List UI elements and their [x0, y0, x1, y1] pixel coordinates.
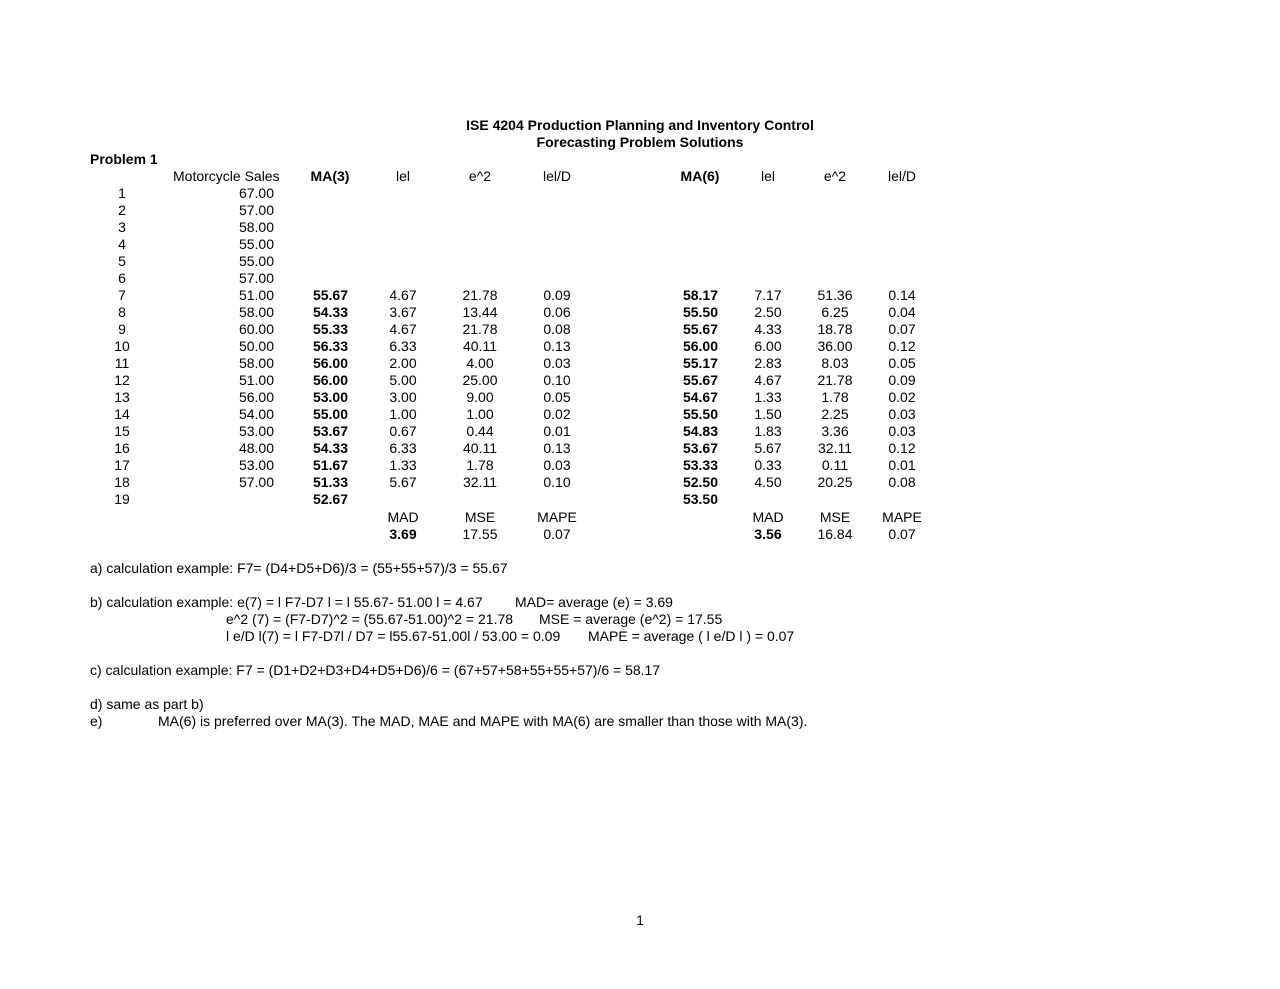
- header-pct-error-ma3: lel/D: [542, 168, 571, 184]
- mape-value-ma6: 0.07: [888, 526, 916, 542]
- cell-squared-error-ma6: 3.36: [821, 423, 849, 439]
- cell-ma6: 54.67: [682, 389, 718, 405]
- note-e-text: MA(6) is preferred over MA(3). The MAD, MAE and MAPE with MA(6) are smaller than those with MA(3).: [158, 713, 808, 729]
- cell-sales: 58.00: [238, 304, 274, 320]
- cell-squared-error-ma6: 0.11: [821, 457, 849, 473]
- note-c: c) calculation example: F7 = (D1+D2+D3+D4+D5+D6)/6 = (67+57+58+55+55+57)/6 = 58.17: [90, 662, 661, 678]
- cell-ma6: 55.50: [682, 406, 718, 422]
- header-ma6: MA(6): [680, 168, 720, 184]
- cell-pct-error-ma3: 0.13: [543, 338, 571, 354]
- cell-ma6: 55.67: [682, 321, 718, 337]
- cell-ma6: 58.17: [682, 287, 718, 303]
- note-b-mse: MSE = average (e^2) = 17.55: [539, 611, 723, 627]
- cell-period: 9: [118, 321, 126, 337]
- cell-squared-error-ma6: 1.78: [821, 389, 849, 405]
- cell-period: 2: [118, 202, 126, 218]
- mad-label-ma3: MAD: [387, 509, 419, 525]
- cell-squared-error-ma3: 1.00: [466, 406, 494, 422]
- cell-ma6: 53.50: [682, 491, 718, 507]
- cell-ma3: 54.33: [312, 304, 348, 320]
- cell-squared-error-ma6: 32.11: [818, 440, 852, 456]
- cell-sales: 51.00: [238, 287, 274, 303]
- header-pct-error-ma6: lel/D: [887, 168, 916, 184]
- cell-sales: 60.00: [238, 321, 274, 337]
- cell-ma3: 51.67: [312, 457, 348, 473]
- cell-abs-error-ma3: 4.67: [389, 321, 417, 337]
- cell-pct-error-ma6: 0.01: [888, 457, 916, 473]
- cell-squared-error-ma3: 25.00: [462, 372, 498, 388]
- cell-abs-error-ma6: 2.50: [754, 304, 782, 320]
- cell-ma3: 54.33: [312, 440, 348, 456]
- cell-ma6: 53.67: [682, 440, 718, 456]
- mad-value-ma3: 3.69: [389, 526, 417, 542]
- cell-squared-error-ma3: 40.11: [463, 338, 497, 354]
- cell-pct-error-ma3: 0.05: [543, 389, 571, 405]
- header-sales: Motorcycle Sales: [173, 168, 280, 184]
- cell-period: 5: [118, 253, 126, 269]
- cell-pct-error-ma6: 0.03: [888, 423, 916, 439]
- cell-squared-error-ma3: 21.78: [462, 321, 498, 337]
- cell-abs-error-ma6: 7.17: [754, 287, 782, 303]
- page-subtitle: Forecasting Problem Solutions: [536, 134, 744, 150]
- cell-pct-error-ma6: 0.08: [888, 474, 916, 490]
- cell-ma3: 55.67: [312, 287, 348, 303]
- cell-sales: 56.00: [238, 389, 274, 405]
- cell-abs-error-ma3: 1.33: [389, 457, 417, 473]
- cell-sales: 51.00: [238, 372, 274, 388]
- cell-pct-error-ma6: 0.14: [888, 287, 916, 303]
- cell-sales: 55.00: [238, 253, 274, 269]
- note-b-line3: l e/D l(7) = l F7-D7l / D7 = l55.67-51.00l / 53.00 = 0.09: [226, 628, 561, 644]
- cell-abs-error-ma6: 2.83: [754, 355, 782, 371]
- cell-pct-error-ma3: 0.10: [543, 474, 571, 490]
- note-d: d) same as part b): [90, 696, 204, 712]
- cell-abs-error-ma6: 4.33: [754, 321, 782, 337]
- header-ma3: MA(3): [310, 168, 350, 184]
- note-b-mad: MAD= average (e) = 3.69: [515, 594, 673, 610]
- note-b-mape: MAPE = average ( l e/D l ) = 0.07: [588, 628, 795, 644]
- cell-period: 11: [114, 355, 130, 371]
- cell-period: 7: [118, 287, 126, 303]
- cell-squared-error-ma6: 20.25: [817, 474, 853, 490]
- cell-ma6: 55.50: [682, 304, 718, 320]
- cell-sales: 54.00: [238, 406, 274, 422]
- cell-ma3: 56.00: [312, 355, 348, 371]
- cell-period: 3: [118, 219, 126, 235]
- cell-abs-error-ma3: 6.33: [389, 338, 417, 354]
- cell-period: 4: [118, 236, 126, 252]
- cell-sales: 53.00: [238, 423, 274, 439]
- cell-ma3: 51.33: [312, 474, 348, 490]
- cell-ma6: 56.00: [682, 338, 718, 354]
- cell-pct-error-ma3: 0.03: [543, 355, 571, 371]
- cell-abs-error-ma6: 4.67: [754, 372, 782, 388]
- cell-ma3: 56.33: [312, 338, 348, 354]
- cell-abs-error-ma3: 6.33: [389, 440, 417, 456]
- note-b-line2: e^2 (7) = (F7-D7)^2 = (55.67-51.00)^2 = 21.78: [226, 611, 514, 627]
- cell-squared-error-ma6: 21.78: [817, 372, 853, 388]
- cell-abs-error-ma6: 1.33: [754, 389, 782, 405]
- cell-ma6: 55.17: [682, 355, 718, 371]
- cell-sales: 55.00: [238, 236, 274, 252]
- cell-squared-error-ma6: 2.25: [821, 406, 849, 422]
- cell-squared-error-ma3: 13.44: [462, 304, 498, 320]
- cell-sales: 57.00: [238, 474, 274, 490]
- cell-pct-error-ma6: 0.03: [888, 406, 916, 422]
- cell-period: 18: [114, 474, 130, 490]
- cell-sales: 57.00: [238, 270, 274, 286]
- cell-sales: 58.00: [238, 355, 274, 371]
- cell-abs-error-ma3: 2.00: [389, 355, 417, 371]
- cell-squared-error-ma3: 21.78: [462, 287, 498, 303]
- note-e-label: e): [90, 713, 103, 729]
- cell-squared-error-ma3: 4.00: [466, 355, 494, 371]
- cell-pct-error-ma3: 0.10: [543, 372, 571, 388]
- cell-period: 6: [118, 270, 126, 286]
- cell-abs-error-ma3: 3.67: [389, 304, 417, 320]
- cell-pct-error-ma6: 0.04: [888, 304, 916, 320]
- cell-sales: 53.00: [238, 457, 274, 473]
- cell-period: 17: [114, 457, 130, 473]
- cell-squared-error-ma3: 9.00: [466, 389, 494, 405]
- cell-sales: 50.00: [238, 338, 274, 354]
- cell-sales: 48.00: [238, 440, 274, 456]
- mse-label-ma3: MSE: [464, 509, 496, 525]
- note-a: a) calculation example: F7= (D4+D5+D6)/3 = (55+55+57)/3 = 55.67: [90, 560, 508, 576]
- mse-value-ma6: 16.84: [817, 526, 853, 542]
- cell-squared-error-ma3: 1.78: [466, 457, 494, 473]
- cell-squared-error-ma3: 32.11: [463, 474, 497, 490]
- cell-squared-error-ma3: 0.44: [466, 423, 494, 439]
- header-squared-error-ma6: e^2: [823, 168, 847, 184]
- cell-ma6: 55.67: [682, 372, 718, 388]
- cell-ma3: 55.33: [312, 321, 348, 337]
- cell-abs-error-ma6: 6.00: [754, 338, 782, 354]
- page-number: 1: [636, 912, 644, 928]
- cell-squared-error-ma3: 40.11: [463, 440, 497, 456]
- cell-pct-error-ma6: 0.12: [888, 440, 916, 456]
- cell-abs-error-ma6: 1.50: [754, 406, 782, 422]
- cell-period: 8: [118, 304, 126, 320]
- mape-label-ma3: MAPE: [537, 509, 577, 525]
- cell-pct-error-ma6: 0.12: [888, 338, 916, 354]
- cell-pct-error-ma3: 0.03: [543, 457, 571, 473]
- cell-ma3: 53.00: [312, 389, 348, 405]
- page-title: ISE 4204 Production Planning and Inventory Control: [466, 117, 814, 133]
- header-abs-error-ma3: lel: [395, 168, 410, 184]
- cell-period: 16: [114, 440, 130, 456]
- header-squared-error-ma3: e^2: [468, 168, 492, 184]
- cell-abs-error-ma6: 1.83: [754, 423, 782, 439]
- mse-label-ma6: MSE: [819, 509, 851, 525]
- cell-period: 1: [118, 185, 126, 201]
- problem-label: Problem 1: [90, 151, 158, 167]
- mse-value-ma3: 17.55: [462, 526, 498, 542]
- cell-ma6: 53.33: [682, 457, 718, 473]
- cell-pct-error-ma6: 0.05: [888, 355, 916, 371]
- cell-pct-error-ma3: 0.06: [543, 304, 571, 320]
- cell-pct-error-ma3: 0.08: [543, 321, 571, 337]
- cell-abs-error-ma3: 1.00: [389, 406, 417, 422]
- cell-sales: 67.00: [238, 185, 274, 201]
- cell-squared-error-ma6: 36.00: [817, 338, 853, 354]
- cell-period: 14: [114, 406, 130, 422]
- cell-ma6: 52.50: [682, 474, 718, 490]
- cell-sales: 57.00: [238, 202, 274, 218]
- cell-period: 12: [114, 372, 130, 388]
- cell-squared-error-ma6: 51.36: [817, 287, 853, 303]
- mad-value-ma6: 3.56: [754, 526, 782, 542]
- cell-abs-error-ma6: 0.33: [754, 457, 782, 473]
- mape-label-ma6: MAPE: [882, 509, 922, 525]
- cell-abs-error-ma3: 3.00: [389, 389, 417, 405]
- cell-abs-error-ma3: 5.67: [389, 474, 417, 490]
- cell-ma3: 52.67: [312, 491, 348, 507]
- cell-abs-error-ma3: 5.00: [389, 372, 417, 388]
- cell-period: 15: [114, 423, 130, 439]
- cell-pct-error-ma3: 0.09: [543, 287, 571, 303]
- cell-ma3: 55.00: [312, 406, 348, 422]
- cell-abs-error-ma6: 5.67: [754, 440, 782, 456]
- cell-pct-error-ma3: 0.02: [543, 406, 571, 422]
- cell-squared-error-ma6: 8.03: [821, 355, 849, 371]
- cell-period: 19: [114, 491, 130, 507]
- mad-label-ma6: MAD: [752, 509, 784, 525]
- cell-abs-error-ma6: 4.50: [754, 474, 782, 490]
- cell-pct-error-ma6: 0.02: [888, 389, 916, 405]
- note-b-line1: b) calculation example: e(7) = l F7-D7 l = l 55.67- 51.00 l = 4.67: [90, 594, 483, 610]
- header-abs-error-ma6: lel: [760, 168, 775, 184]
- cell-abs-error-ma3: 0.67: [389, 423, 417, 439]
- cell-pct-error-ma3: 0.13: [543, 440, 571, 456]
- cell-pct-error-ma6: 0.09: [888, 372, 916, 388]
- cell-pct-error-ma6: 0.07: [888, 321, 916, 337]
- cell-ma6: 54.83: [682, 423, 718, 439]
- cell-squared-error-ma6: 18.78: [817, 321, 853, 337]
- cell-period: 10: [114, 338, 130, 354]
- cell-ma3: 56.00: [312, 372, 348, 388]
- cell-abs-error-ma3: 4.67: [389, 287, 417, 303]
- mape-value-ma3: 0.07: [543, 526, 571, 542]
- cell-squared-error-ma6: 6.25: [821, 304, 849, 320]
- cell-sales: 58.00: [238, 219, 274, 235]
- cell-ma3: 53.67: [312, 423, 348, 439]
- cell-pct-error-ma3: 0.01: [543, 423, 571, 439]
- cell-period: 13: [114, 389, 130, 405]
